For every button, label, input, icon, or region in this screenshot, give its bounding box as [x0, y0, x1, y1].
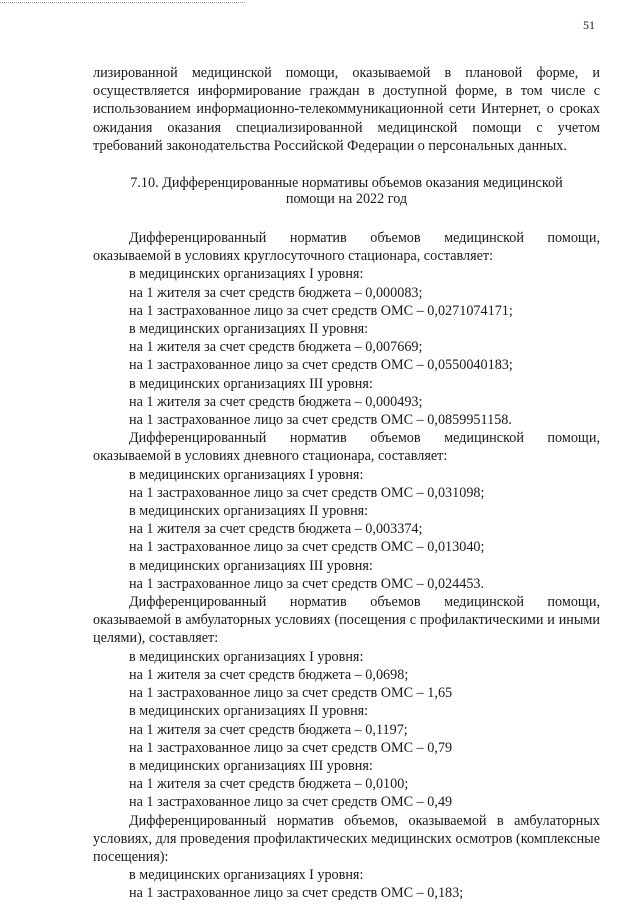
norm-line: на 1 жителя за счет средств бюджета – 0,000083;	[129, 284, 423, 301]
norm-line: на 1 застрахованное лицо за счет средств ОМС – 0,79	[129, 739, 453, 756]
norm-line: в медицинских организациях I уровня:	[129, 466, 364, 483]
norm-line: в медицинских организациях I уровня:	[129, 266, 364, 283]
norm-line: на 1 застрахованное лицо за счет средств ОМС – 0,0271074171;	[129, 302, 513, 319]
norm-line: на 1 застрахованное лицо за счет средств ОМС – 1,65	[129, 685, 453, 702]
norm-line: в медицинских организациях II уровня:	[129, 503, 369, 520]
section-heading-line-2: помощи на 2022 год	[285, 191, 408, 208]
norm-section-day-hospital	[93, 429, 600, 593]
document-body	[93, 64, 600, 903]
section-heading-line-1: 7.10. Дифференцированные нормативы объемов оказания медицинской	[130, 175, 563, 192]
norm-section-preventive-exams	[93, 812, 600, 903]
norm-section-outpatient-visits	[93, 593, 600, 811]
norm-line: в медицинских организациях III уровня:	[129, 375, 373, 392]
norm-line: на 1 жителя за счет средств бюджета – 0,1197;	[129, 721, 408, 738]
norm-line: в медицинских организациях II уровня:	[129, 703, 369, 720]
norm-line: на 1 застрахованное лицо за счет средств ОМС – 0,031098;	[129, 484, 485, 501]
section-heading	[93, 175, 600, 207]
norm-line: в медицинских организациях I уровня:	[129, 648, 364, 665]
norm-line: на 1 застрахованное лицо за счет средств ОМС – 0,49	[129, 794, 453, 811]
norm-line: на 1 жителя за счет средств бюджета – 0,0698;	[129, 666, 409, 683]
norm-line: на 1 жителя за счет средств бюджета – 0,000493;	[129, 393, 423, 410]
norm-line: на 1 застрахованное лицо за счет средств ОМС – 0,013040;	[129, 539, 485, 556]
norm-line: на 1 жителя за счет средств бюджета – 0,0100;	[129, 776, 409, 793]
norm-section-intro: Дифференцированный норматив объемов медицинской помощи, оказываемой в условиях дневного стационара, составляет:	[93, 430, 600, 465]
top-dotted-rule	[0, 2, 245, 3]
page-number: 51	[583, 18, 595, 32]
norm-line: в медицинских организациях III уровня:	[129, 557, 373, 574]
norm-section-intro: Дифференцированный норматив объемов, оказываемой в амбулаторных условиях, для проведения профилактических медицинских осмотров (комплексные посещения):	[93, 812, 600, 865]
norm-section-round-the-clock	[93, 229, 600, 429]
norm-line: на 1 жителя за счет средств бюджета – 0,003374;	[129, 521, 423, 538]
norm-section-intro: Дифференцированный норматив объемов медицинской помощи, оказываемой в условиях круглосуточного стационара, составляет:	[93, 230, 600, 265]
norm-line: на 1 застрахованное лицо за счет средств ОМС – 0,024453.	[129, 575, 485, 592]
norm-section-intro: Дифференцированный норматив объемов медицинской помощи, оказываемой в амбулаторных условиях (посещения с профилактическими и иными целями), составляет:	[93, 594, 600, 647]
norm-line: в медицинских организациях II уровня:	[129, 321, 369, 338]
intro-paragraph: лизированной медицинской помощи, оказываемой в плановой форме, и осуществляется информирование граждан в доступной форме, в том числе с использованием информационно-телекоммуникационной сети Интернет, о сроках ожидания оказания специализированной медицинской помощи с учетом требований законодательства Российской Федерации о персональных данных.	[93, 65, 600, 154]
norm-line: на 1 застрахованное лицо за счет средств ОМС – 0,0550040183;	[129, 357, 513, 374]
norm-line: на 1 жителя за счет средств бюджета – 0,007669;	[129, 339, 423, 356]
norm-line: в медицинских организациях I уровня:	[129, 867, 364, 884]
norm-line: на 1 застрахованное лицо за счет средств ОМС – 0,183;	[129, 885, 464, 902]
norm-line: на 1 застрахованное лицо за счет средств ОМС – 0,0859951158.	[129, 412, 512, 429]
norm-line: в медицинских организациях III уровня:	[129, 757, 373, 774]
